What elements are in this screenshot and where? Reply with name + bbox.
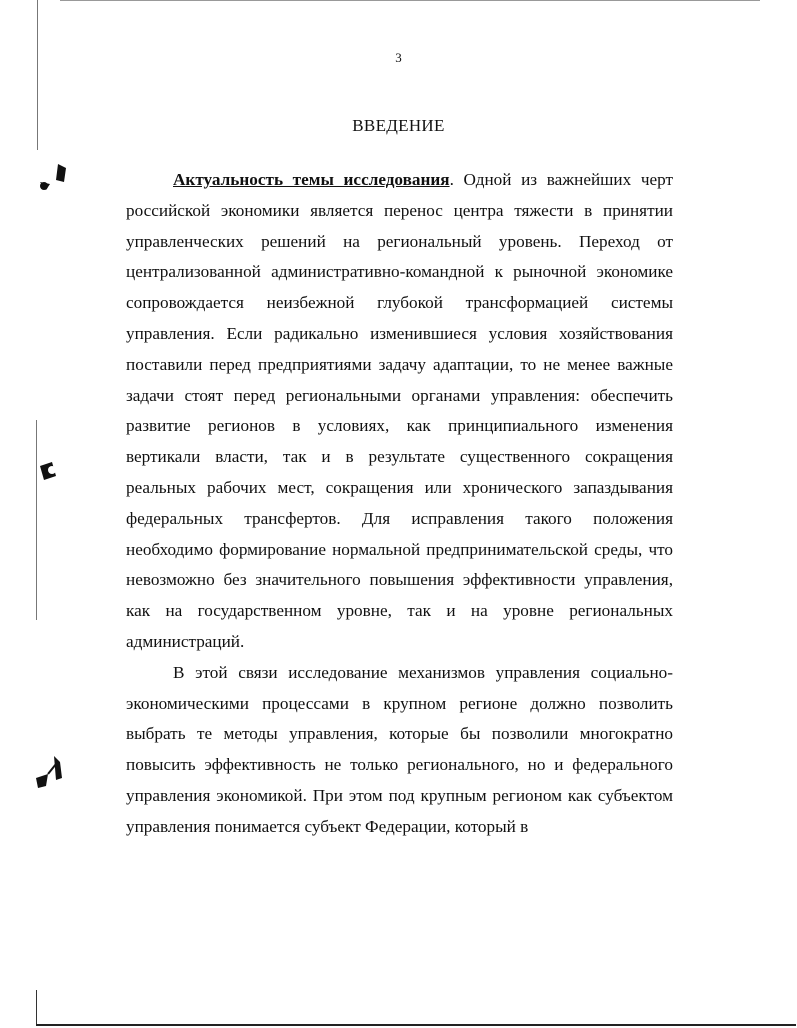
paragraph-1: [126, 165, 673, 658]
scan-bottom-edge: [36, 1024, 796, 1026]
body-text: [126, 165, 673, 843]
paragraph-1-lead: Актуальность темы исследования: [173, 170, 450, 189]
paragraph-2: В этой связи исследование механизмов управления социально-экономическими процессами в крупном регионе должно позволить выбрать те методы управления, которые бы позволили многократно повысить эффективность не только регионального, но и федерального управления экономикой. При этом под крупным регионом как субъектом управления понимается субъект Федерации, который в: [126, 662, 673, 836]
scan-left-edge-lower: [36, 420, 37, 620]
paragraph-1-text: . Одной из важнейших черт российской экономики является перенос центра тяжести в принятии управленческих решений на региональный уровень. Переход от централизованной административно-командной к рыночной экономике сопровождается неизбежной глубокой трансформацией системы управления. Если радикально изменившиеся условия хозяйствования поставили перед предприятиями задачу адаптации, то не менее важные задачи стоят перед региональными органами управления: обеспечить развитие регионов в условиях, как принципиального изменения вертикали власти, так и в результате существенного сокращения реальных рабочих мест, сокращения или хронического запаздывания федеральных трансфертов. Для исправления такого положения необходимо формирование нормальной предпринимательской среды, что невозможно без значительного повышения эффективности управления, как на государственном уровне, так и на уровне региональных администраций.: [126, 170, 673, 651]
punch-mark-3: [30, 752, 75, 792]
scan-top-edge: [60, 0, 760, 1]
page-title: ВВЕДЕНИЕ: [352, 116, 445, 135]
page-number: 3: [395, 50, 402, 65]
scan-left-edge-bottom: [36, 990, 37, 1025]
punch-mark-1: [36, 160, 76, 200]
punch-mark-2: [34, 458, 74, 488]
